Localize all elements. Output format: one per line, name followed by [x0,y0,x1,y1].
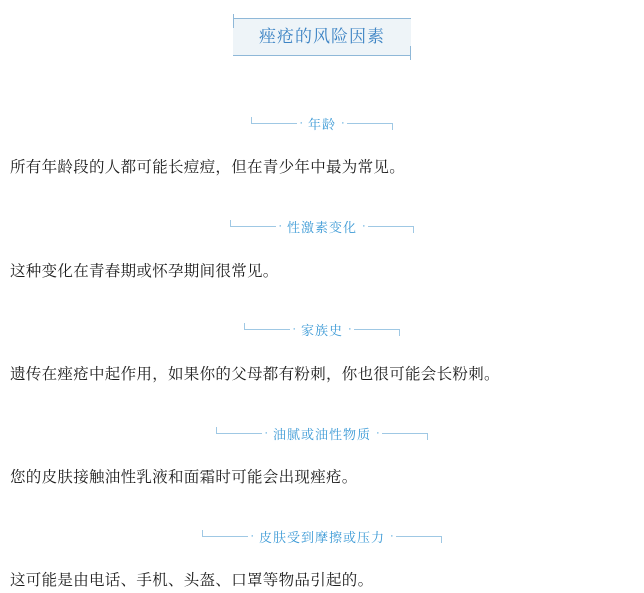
heading-rule-right [347,123,393,124]
heading-dot-left: · [278,220,282,233]
title-spacer [0,56,644,112]
page-title-box [233,18,411,56]
heading-dot-right: · [376,426,380,439]
section-oily-substances [0,422,644,489]
heading-rule-left [230,226,276,227]
heading-rule-left [251,123,297,124]
document-page [0,18,644,590]
section-heading [0,112,644,134]
section-friction-pressure [0,525,644,592]
section-heading-label: 油腻或油性物质 [272,426,371,442]
section-heading [0,216,644,238]
heading-dot-right: · [390,529,394,542]
section-heading [0,422,644,444]
heading-rule-right [396,536,442,537]
heading-rule-right [354,329,400,330]
section-body: 您的皮肤接触油性乳液和面霜时可能会出现痤疮。 [10,469,358,487]
heading-dot-right: · [348,323,352,336]
section-heading [0,319,644,341]
heading-dot-left: · [299,116,303,129]
heading-dot-left: · [250,529,254,542]
section-heading-label: 家族史 [300,323,343,339]
heading-rule-left [244,329,290,330]
section-heading [0,525,644,547]
section-body: 所有年龄段的人都可能长痘痘，但在青少年中最为常见。 [10,159,406,177]
section-heading-label: 年龄 [307,116,336,132]
page-title: 痤疮的风险因素 [259,27,385,46]
heading-rule-left [216,433,262,434]
section-spacer-2 [0,283,644,319]
section-body: 这可能是由电话、手机、头盔、口罩等物品引起的。 [10,572,374,590]
section-body: 遗传在痤疮中起作用，如果你的父母都有粉刺，你也很可能会长粉刺。 [10,365,500,383]
title-left-tick [233,14,234,28]
section-spacer-3 [0,386,644,422]
section-spacer-1 [0,180,644,216]
heading-rule-right [368,226,414,227]
heading-dot-left: · [292,323,296,336]
section-age [0,112,644,179]
section-heading-label: 皮肤受到摩擦或压力 [258,529,385,545]
title-container [0,18,644,56]
title-right-tick [410,46,411,60]
heading-rule-right [382,433,428,434]
section-family-history [0,319,644,386]
heading-dot-left: · [264,426,268,439]
heading-rule-left [202,536,248,537]
section-heading-label: 性激素变化 [286,220,357,236]
section-hormones [0,216,644,283]
section-body: 这种变化在青春期或怀孕期间很常见。 [10,262,279,280]
section-spacer-4 [0,489,644,525]
heading-dot-right: · [362,220,366,233]
heading-dot-right: · [341,116,345,129]
